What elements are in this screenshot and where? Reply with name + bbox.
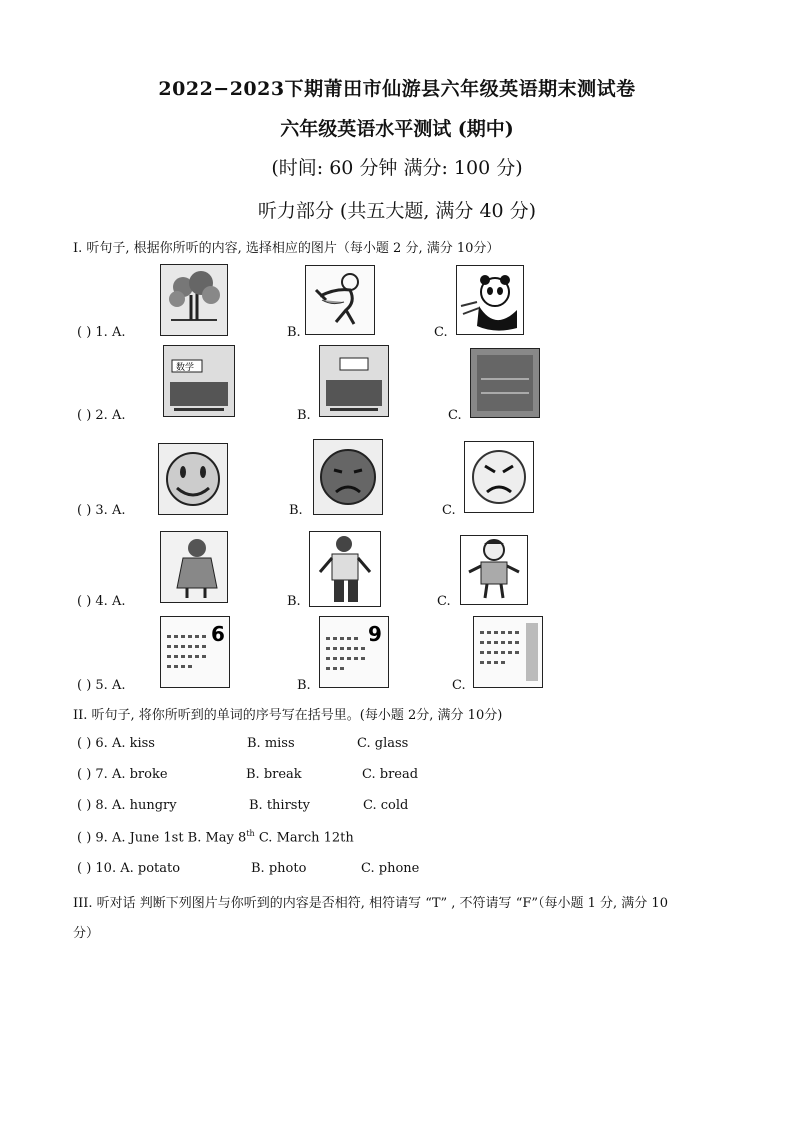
- section2-heading: II. 听句子, 将你所听到的单词的序号写在括号里。(每小题 2分, 满分 10分): [73, 708, 503, 723]
- panda-picture-icon: [456, 265, 524, 335]
- q8-b: B. thirsty: [249, 798, 311, 813]
- q8-c: C. cold: [363, 798, 409, 813]
- q4-c: C.: [437, 594, 451, 609]
- svg-text:数学: 数学: [176, 363, 195, 373]
- chinese-book-icon: [319, 345, 389, 417]
- section3-heading-cont: 分）: [73, 926, 100, 941]
- q5-c: C.: [452, 678, 466, 693]
- svg-text:6: 6: [211, 622, 225, 646]
- girl-picture-icon: [160, 531, 228, 603]
- section1-heading: I. 听句子, 根据你所听的内容, 选择相应的图片（每小题 2 分, 满分 10分）: [73, 241, 500, 256]
- q3-b: B.: [289, 503, 303, 518]
- q5-b: B.: [297, 678, 311, 693]
- science-book-icon: [470, 348, 540, 418]
- man-picture-icon: [309, 531, 381, 607]
- q10-b: B. photo: [251, 861, 307, 876]
- q6-a: ( ) 6. A. kiss: [77, 736, 155, 751]
- q1-b: B.: [287, 325, 301, 340]
- q5-number: ( ) 5. A.: [77, 678, 126, 693]
- exam-subtitle: 六年级英语水平测试 (期中): [280, 118, 514, 140]
- monkey-picture-icon: [305, 265, 375, 335]
- tree-picture-icon: [160, 264, 228, 336]
- calendar-march-icon: [473, 616, 543, 688]
- sad-face-icon: [313, 439, 383, 515]
- q3-c: C.: [442, 503, 456, 518]
- q6-c: C. glass: [357, 736, 409, 751]
- q2-number: ( ) 2. A.: [77, 408, 126, 423]
- q2-b: B.: [297, 408, 311, 423]
- part-heading: 听力部分 (共五大题, 满分 40 分): [257, 200, 537, 222]
- q7-a: ( ) 7. A. broke: [77, 767, 168, 782]
- calendar-june-icon: [160, 616, 230, 688]
- q2-c: C.: [448, 408, 462, 423]
- q7-c: C. bread: [362, 767, 419, 782]
- q1-c: C.: [434, 325, 448, 340]
- boy-picture-icon: [460, 535, 528, 605]
- q7-b: B. break: [246, 767, 302, 782]
- q10-a: ( ) 10. A. potato: [77, 861, 181, 876]
- svg-text:9: 9: [368, 622, 382, 646]
- time-score: (时间: 60 分钟 满分: 100 分): [271, 157, 523, 179]
- angry-face-icon: [464, 441, 534, 513]
- q3-number: ( ) 3. A.: [77, 503, 126, 518]
- q4-b: B.: [287, 594, 301, 609]
- q9-options: ( ) 9. A. June 1st B. May 8th C. March 12th: [77, 829, 354, 846]
- section3-heading: III. 听对话 判断下列图片与你听到的内容是否相符, 相符请写 “T” , 不符请写 “F”（每小题 1 分, 满分 10: [73, 896, 668, 911]
- q10-c: C. phone: [361, 861, 420, 876]
- q8-a: ( ) 8. A. hungry: [77, 798, 177, 813]
- q4-number: ( ) 4. A.: [77, 594, 126, 609]
- happy-face-icon: [158, 443, 228, 515]
- math-book-icon: [163, 345, 235, 417]
- q1-number: ( ) 1. A.: [77, 325, 126, 340]
- q6-b: B. miss: [247, 736, 295, 751]
- exam-title: 2022−2023下期莆田市仙游县六年级英语期末测试卷: [158, 78, 636, 100]
- calendar-september-icon: [319, 616, 389, 688]
